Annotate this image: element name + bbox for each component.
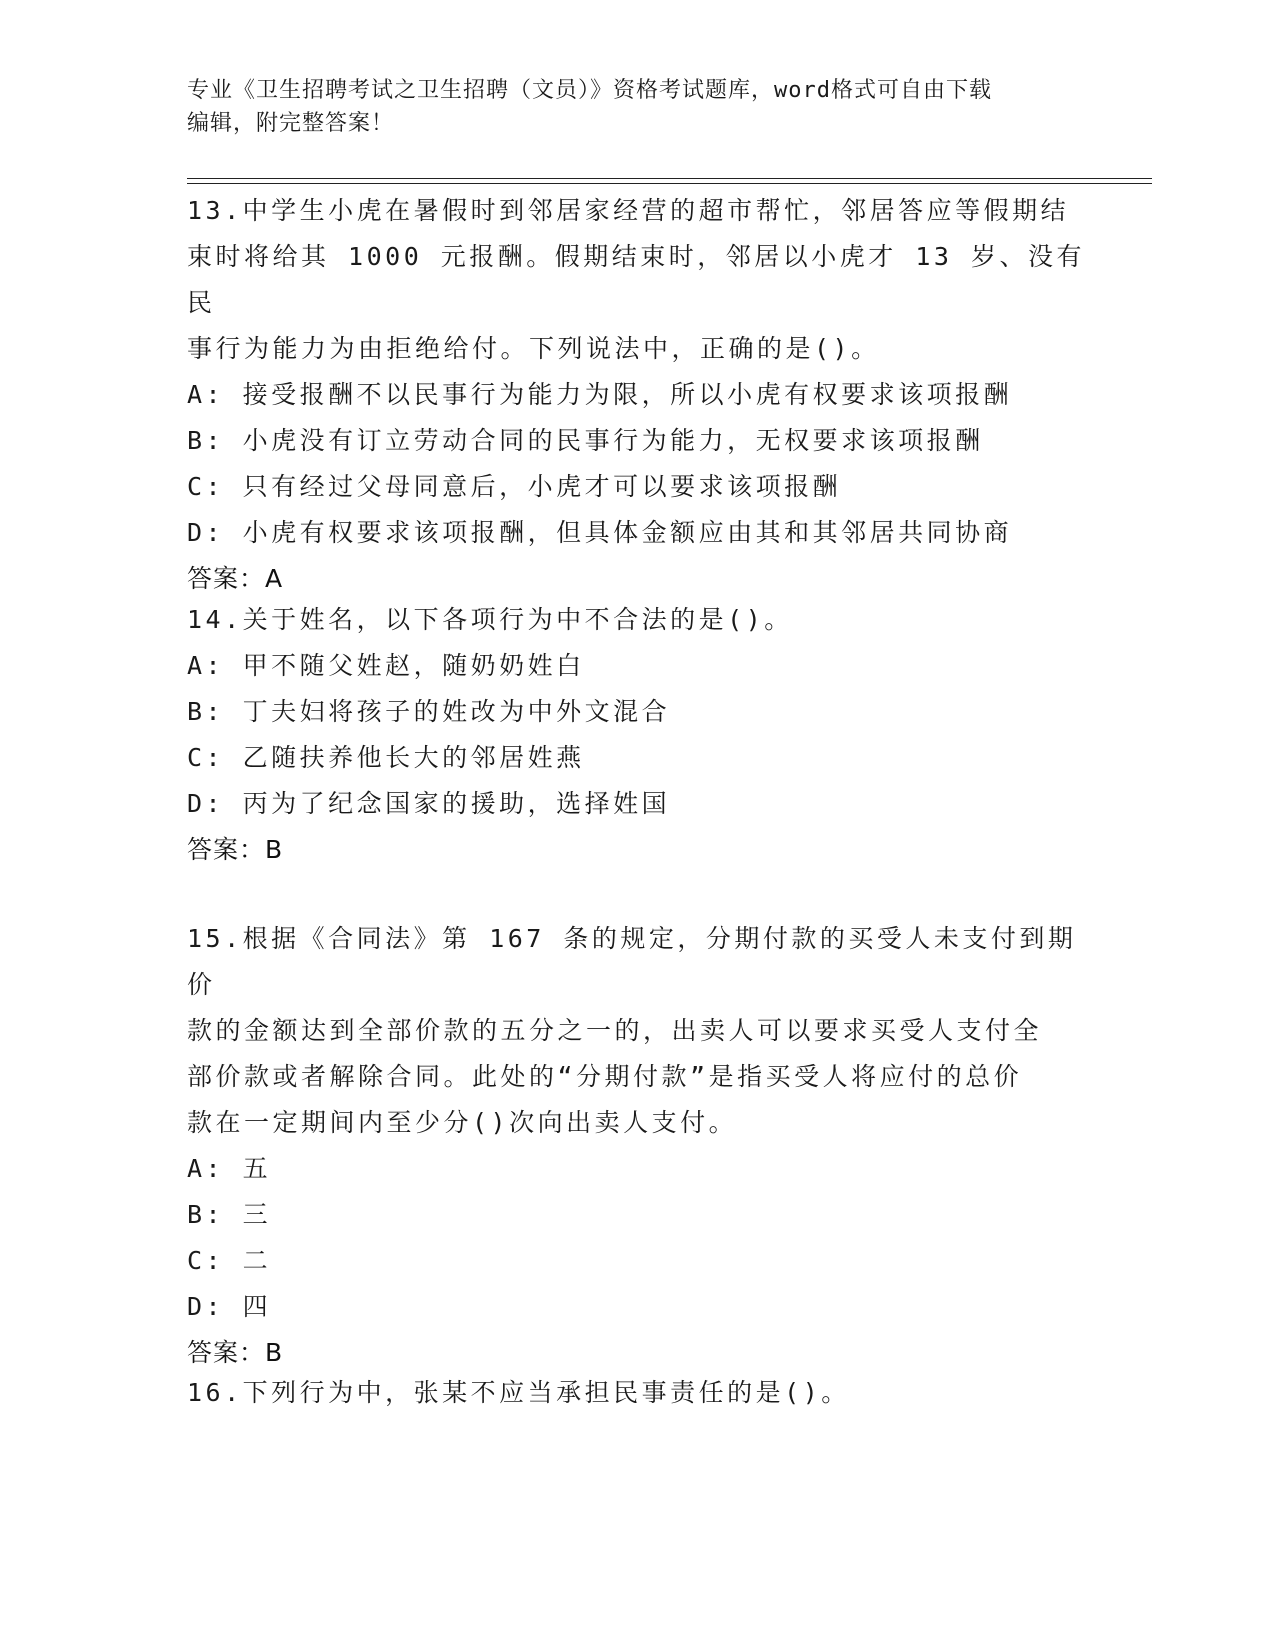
question-stem-line: 14.关于姓名，以下各项行为中不合法的是()。 bbox=[187, 605, 793, 634]
header-divider-bottom bbox=[187, 183, 1152, 184]
option-text: 四 bbox=[242, 1292, 272, 1321]
option-d bbox=[187, 781, 1087, 827]
option-d bbox=[187, 510, 1087, 556]
option-letter: C: bbox=[187, 472, 225, 501]
option-text: 三 bbox=[242, 1200, 272, 1229]
option-a bbox=[187, 372, 1087, 418]
question-stem-line: 款的金额达到全部价款的五分之一的，出卖人可以要求买受人支付全 bbox=[187, 1016, 1043, 1045]
option-text: 甲不随父姓赵，随奶奶姓白 bbox=[242, 651, 585, 680]
option-text: 只有经过父母同意后，小虎才可以要求该项报酬 bbox=[242, 472, 842, 501]
question-stem-line: 束时将给其 1000 元报酬。假期结束时，邻居以小虎才 13 岁、没有民 bbox=[187, 242, 1086, 317]
header-divider-top bbox=[187, 178, 1152, 179]
option-letter: B: bbox=[187, 426, 225, 455]
question-16 bbox=[187, 1370, 1087, 1416]
option-letter: B: bbox=[187, 1200, 225, 1229]
answer-label: 答案：A bbox=[187, 564, 284, 593]
option-d bbox=[187, 1284, 1087, 1330]
option-b bbox=[187, 689, 1087, 735]
answer-label: 答案：B bbox=[187, 835, 284, 864]
question-13 bbox=[187, 188, 1087, 602]
question-stem-line: 15.根据《合同法》第 167 条的规定，分期付款的买受人未支付到期价 bbox=[187, 924, 1077, 999]
option-c bbox=[187, 464, 1087, 510]
option-a bbox=[187, 1146, 1087, 1192]
option-text: 乙随扶养他长大的邻居姓燕 bbox=[242, 743, 585, 772]
question-stem-line: 款在一定期间内至少分()次向出卖人支付。 bbox=[187, 1108, 738, 1137]
question-stem-line: 13.中学生小虎在暑假时到邻居家经营的超市帮忙，邻居答应等假期结 bbox=[187, 196, 1070, 225]
question-15 bbox=[187, 916, 1087, 1376]
document-header bbox=[187, 74, 1087, 140]
option-text: 小虎没有订立劳动合同的民事行为能力，无权要求该项报酬 bbox=[242, 426, 984, 455]
answer-label: 答案：B bbox=[187, 1338, 284, 1367]
option-text: 丁夫妇将孩子的姓改为中外文混合 bbox=[242, 697, 671, 726]
header-line-2: 编辑，附完整答案！ bbox=[187, 111, 395, 136]
option-a bbox=[187, 643, 1087, 689]
option-letter: C: bbox=[187, 1246, 225, 1275]
option-text: 接受报酬不以民事行为能力为限，所以小虎有权要求该项报酬 bbox=[242, 380, 1013, 409]
option-text: 五 bbox=[242, 1154, 272, 1183]
option-letter: A: bbox=[187, 380, 225, 409]
option-c bbox=[187, 735, 1087, 781]
option-b bbox=[187, 418, 1087, 464]
option-letter: C: bbox=[187, 743, 225, 772]
header-line-1: 专业《卫生招聘考试之卫生招聘（文员）》资格考试题库，word格式可自由下载 bbox=[187, 78, 992, 103]
option-b bbox=[187, 1192, 1087, 1238]
option-c bbox=[187, 1238, 1087, 1284]
question-14 bbox=[187, 597, 1087, 873]
option-letter: A: bbox=[187, 1154, 225, 1183]
option-text: 小虎有权要求该项报酬，但具体金额应由其和其邻居共同协商 bbox=[242, 518, 1013, 547]
option-letter: D: bbox=[187, 1292, 225, 1321]
option-text: 二 bbox=[242, 1246, 272, 1275]
question-stem-line: 部价款或者解除合同。此处的“分期付款”是指买受人将应付的总价 bbox=[187, 1062, 1023, 1091]
option-letter: D: bbox=[187, 789, 225, 818]
option-letter: D: bbox=[187, 518, 225, 547]
option-text: 丙为了纪念国家的援助，选择姓国 bbox=[242, 789, 671, 818]
option-letter: B: bbox=[187, 697, 225, 726]
option-letter: A: bbox=[187, 651, 225, 680]
question-stem-line: 事行为能力为由拒绝给付。下列说法中，正确的是()。 bbox=[187, 334, 880, 363]
question-stem-line: 16.下列行为中，张某不应当承担民事责任的是()。 bbox=[187, 1378, 850, 1407]
